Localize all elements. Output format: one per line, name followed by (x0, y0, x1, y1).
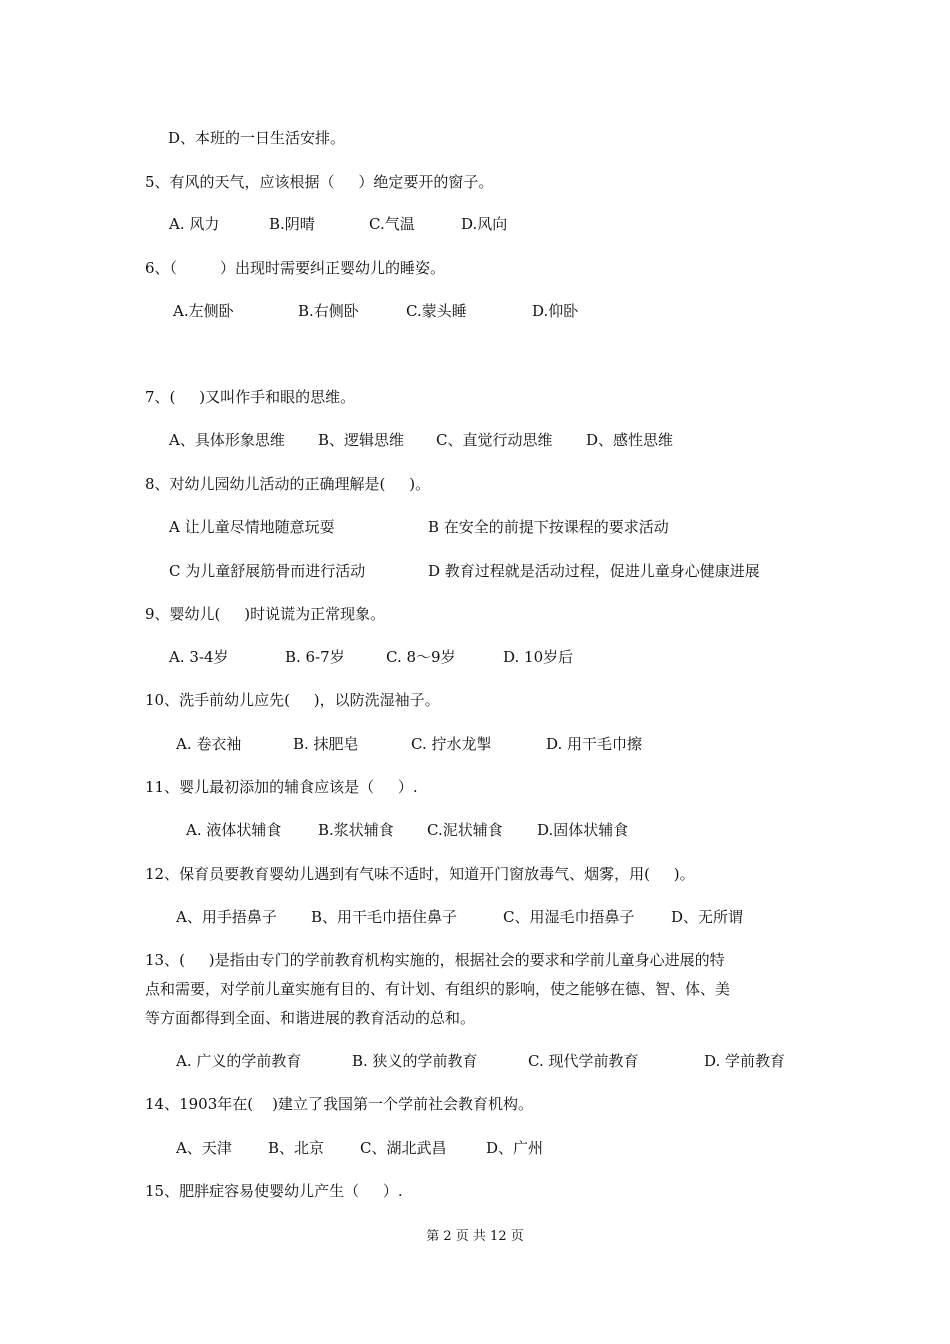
q8-option-a: A 让儿童尽情地随意玩耍 (169, 518, 335, 536)
question-10: 10、洗手前幼儿应先( )，以防洗湿袖子。 (145, 691, 440, 709)
q6-options (0, 301, 950, 321)
q11-options (0, 820, 950, 840)
q9-options (0, 647, 950, 667)
q12-option-c: C、用湿毛巾捂鼻子 (503, 908, 635, 926)
question-7: 7、( )又叫作手和眼的思维。 (145, 388, 356, 406)
q8-options-row-1 (0, 517, 950, 537)
q12-options (0, 907, 950, 927)
q6-option-d: D.仰卧 (532, 302, 579, 320)
q13-option-c: C. 现代学前教育 (528, 1052, 639, 1070)
q13-option-d: D. 学前教育 (704, 1052, 786, 1070)
q7-option-d: D、感性思维 (586, 431, 674, 449)
q5-options (0, 214, 950, 234)
question-13-line-3: 等方面都得到全面、和谐进展的教育活动的总和。 (145, 1009, 476, 1027)
q9-option-c: C. 8～9岁 (386, 648, 456, 666)
q14-options (0, 1138, 950, 1158)
question-13-line-2: 点和需要，对学前儿童实施有目的、有计划、有组织的影响，使之能够在德、智、体、美 (145, 980, 731, 998)
q6-option-b: B.右侧卧 (298, 302, 359, 320)
q8-options-row-2 (0, 561, 950, 581)
q5-option-a: A. 风力 (169, 215, 220, 233)
q7-option-c: C、直觉行动思维 (436, 431, 553, 449)
q10-option-b: B. 抹肥皂 (293, 735, 359, 753)
q13-option-a: A. 广义的学前教育 (176, 1052, 302, 1070)
q4-option-d: D、本班的一日生活安排。 (168, 129, 346, 147)
question-12: 12、保育员要教育婴幼儿遇到有气味不适时，知道开门窗放毒气、烟雾，用( )。 (145, 865, 695, 883)
q13-options (0, 1051, 950, 1071)
q8-option-c: C 为儿童舒展筋骨而进行活动 (169, 562, 366, 580)
q10-options (0, 734, 950, 754)
q9-option-d: D. 10岁后 (503, 648, 574, 666)
q7-options (0, 430, 950, 450)
question-14: 14、1903年在( )建立了我国第一个学前社会教育机构。 (145, 1095, 534, 1113)
q10-option-a: A. 卷衣袖 (176, 735, 242, 753)
question-13-line-1: 13、( )是指由专门的学前教育机构实施的，根据社会的要求和学前儿童身心进展的特 (145, 951, 725, 969)
q14-option-a: A、天津 (176, 1139, 232, 1157)
question-6: 6、（ ）出现时需要纠正婴幼儿的睡姿。 (145, 259, 445, 277)
q6-option-c: C.蒙头睡 (406, 302, 467, 320)
q11-option-c: C.泥状辅食 (427, 821, 503, 839)
q8-option-b: B 在安全的前提下按课程的要求活动 (428, 518, 669, 536)
q5-option-d: D.风向 (461, 215, 508, 233)
q14-option-d: D、广州 (486, 1139, 544, 1157)
q5-option-c: C.气温 (369, 215, 415, 233)
q13-option-b: B. 狭义的学前教育 (352, 1052, 478, 1070)
question-5: 5、有风的天气，应该根据（ ）绝定要开的窗子。 (145, 173, 494, 191)
question-15: 15、肥胖症容易使婴幼儿产生（ ）. (145, 1182, 403, 1200)
q11-option-d: D.固体状辅食 (537, 821, 629, 839)
page-footer: 第 2 页 共 12 页 (426, 1229, 524, 1244)
q9-option-a: A. 3-4岁 (169, 648, 229, 666)
q7-option-a: A、具体形象思维 (169, 431, 285, 449)
q12-option-d: D、无所谓 (671, 908, 744, 926)
question-11: 11、婴儿最初添加的辅食应该是（ ）. (145, 778, 418, 796)
q5-option-b: B.阴晴 (269, 215, 315, 233)
q11-option-a: A. 液体状辅食 (186, 821, 282, 839)
q12-option-b: B、用干毛巾捂住鼻子 (311, 908, 458, 926)
question-9: 9、婴幼儿( )时说谎为正常现象。 (145, 605, 386, 623)
q14-option-c: C、湖北武昌 (360, 1139, 447, 1157)
q6-option-a: A.左侧卧 (173, 302, 234, 320)
q12-option-a: A、用手捂鼻子 (176, 908, 277, 926)
q14-option-b: B、北京 (268, 1139, 325, 1157)
q7-option-b: B、逻辑思维 (318, 431, 405, 449)
question-8: 8、对幼儿园幼儿活动的正确理解是( )。 (145, 475, 431, 493)
q9-option-b: B. 6-7岁 (285, 648, 345, 666)
q10-option-d: D. 用干毛巾擦 (546, 735, 643, 753)
q11-option-b: B.浆状辅食 (318, 821, 394, 839)
q8-option-d: D 教育过程就是活动过程，促进儿童身心健康进展 (428, 562, 760, 580)
q10-option-c: C. 拧水龙掣 (411, 735, 492, 753)
